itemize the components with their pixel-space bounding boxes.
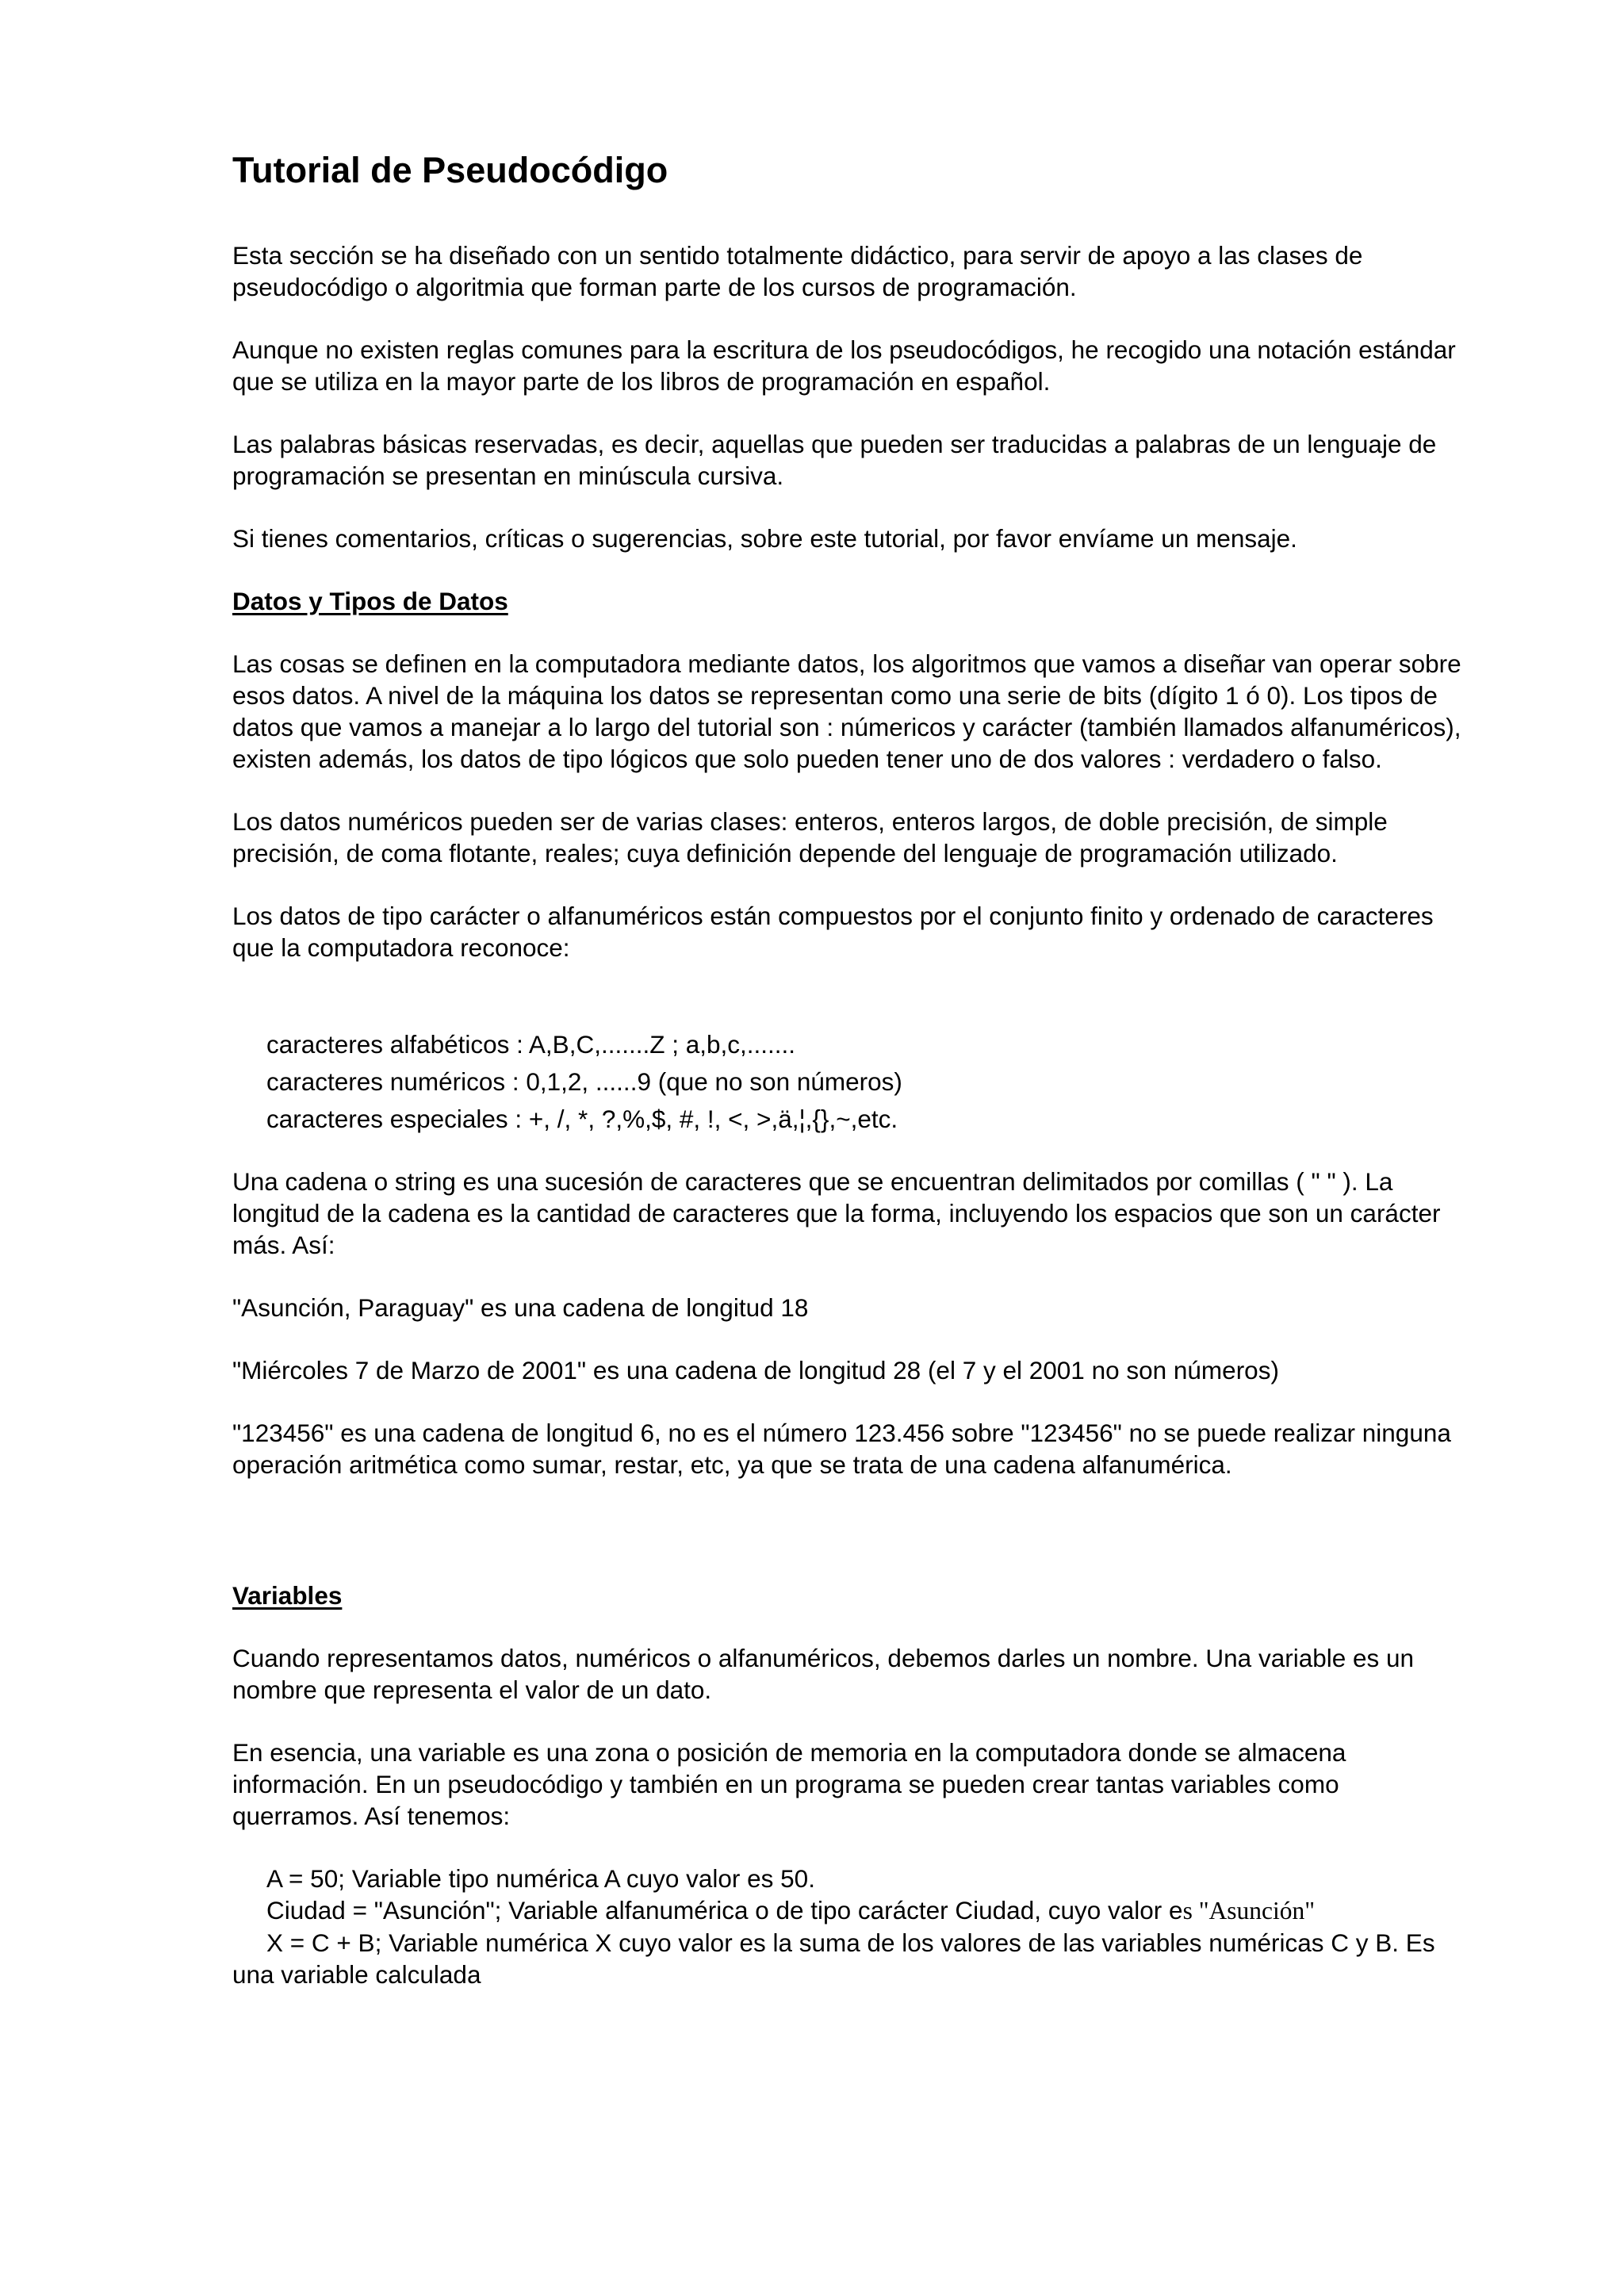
variable-example-serif-text: s "Asunción" <box>1182 1896 1316 1924</box>
string-example-1: "Asunción, Paraguay" es una cadena de longitud 18 <box>232 1293 809 1322</box>
list-item <box>232 1894 1469 1927</box>
intro-paragraph-4: Si tienes comentarios, críticas o sugerencias, sobre este tutorial, por favor envíame un mensaje. <box>232 523 1297 553</box>
string-example-3: "123456" es una cadena de longitud 6, no es el número 123.456 sobre "123456" no se puede realizar ninguna operación aritmética como sumar, restar, etc, ya que se trata de una cadena alfanumérica. <box>232 1418 1451 1479</box>
section-heading-variables: Variables <box>232 1580 343 1610</box>
variable-example-text: Ciudad = "Asunción"; Variable alfanumérica o de tipo carácter Ciudad, cuyo valor e <box>266 1895 1183 1924</box>
list-item: X = C + B; Variable numérica X cuyo valor es la suma de los valores de las variables numéricas C y B. Es una variable calculada <box>232 1928 1435 1989</box>
document-title: Tutorial de Pseudocódigo <box>232 150 668 190</box>
list-item: caracteres numéricos : 0,1,2, ......9 (que no son números) <box>266 1067 902 1096</box>
string-example-2: "Miércoles 7 de Marzo de 2001" es una cadena de longitud 28 (el 7 y el 2001 no son números) <box>232 1355 1279 1384</box>
list-item: caracteres especiales : +, /, *, ?,%,$, #, !, <, >,ä,¦,{},~,etc. <box>266 1104 898 1133</box>
datos-paragraph-3: Los datos de tipo carácter o alfanuméricos están compuestos por el conjunto finito y ordenado de caracteres que la computadora reconoce: <box>232 901 1434 962</box>
datos-paragraph-1: Las cosas se definen en la computadora mediante datos, los algoritmos que vamos a diseñar van operar sobre esos datos. A nivel de la máquina los datos se representan como una serie de bits (dígito 1 ó 0). Los tipos de datos que vamos a manejar a lo largo del tutorial son : númericos y carácter (también llamados alfanuméricos), existen además, los datos de tipo lógicos que solo pueden tener uno de dos valores : verdadero o falso. <box>232 649 1461 773</box>
document-page <box>232 151 1469 1990</box>
section-heading-datos: Datos y Tipos de Datos <box>232 586 508 615</box>
variable-examples-list <box>232 1863 1469 1990</box>
list-item: A = 50; Variable tipo numérica A cuyo valor es 50. <box>266 1863 815 1893</box>
intro-paragraph-3: Las palabras básicas reservadas, es decir, aquellas que pueden ser traducidas a palabras de un lenguaje de programación se presentan en minúscula cursiva. <box>232 429 1437 490</box>
variables-paragraph-2: En esencia, una variable es una zona o posición de memoria en la computadora donde se almacena información. En un pseudocódigo y también en un programa se pueden crear tantas variables como querramos. Así tenemos: <box>232 1737 1346 1830</box>
character-types-list <box>266 1026 1469 1138</box>
string-definition-paragraph: Una cadena o string es una sucesión de caracteres que se encuentran delimitados por comillas ( " " ). La longitud de la cadena es la cantidad de caracteres que la forma, incluyendo los espacios que son un carácter más. Así: <box>232 1166 1441 1259</box>
variables-paragraph-1: Cuando representamos datos, numéricos o alfanuméricos, debemos darles un nombre. Una variable es un nombre que representa el valor de un dato. <box>232 1643 1415 1704</box>
intro-paragraph-2: Aunque no existen reglas comunes para la escritura de los pseudocódigos, he recogido una notación estándar que se utiliza en la mayor parte de los libros de programación en español. <box>232 335 1456 396</box>
intro-paragraph-1: Esta sección se ha diseñado con un sentido totalmente didáctico, para servir de apoyo a las clases de pseudocódigo o algoritmia que forman parte de los cursos de programación. <box>232 240 1363 301</box>
datos-paragraph-2: Los datos numéricos pueden ser de varias clases: enteros, enteros largos, de doble precisión, de simple precisión, de coma flotante, reales; cuya definición depende del lenguaje de programación utilizado. <box>232 806 1388 867</box>
list-item: caracteres alfabéticos : A,B,C,.......Z ; a,b,c,....... <box>266 1029 796 1059</box>
